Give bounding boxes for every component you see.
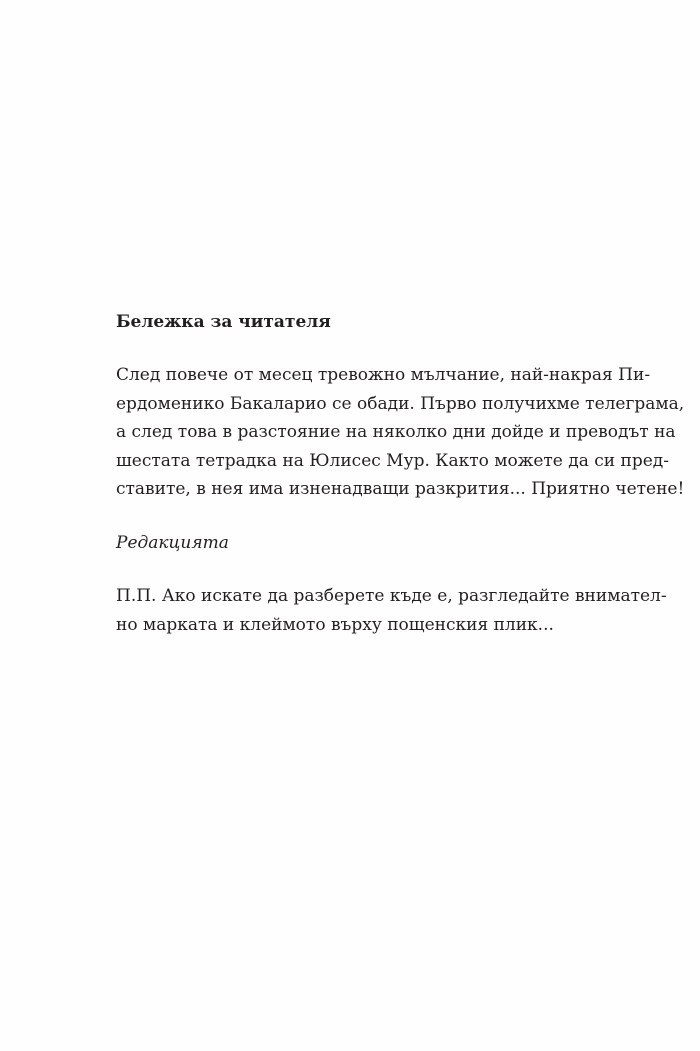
signature: Редакцията [116, 532, 229, 553]
paragraph-line: шестата тетрадка на Юлисес Мур. Както можете да си пред- [116, 450, 670, 471]
paragraph-line: ердоменико Бакаларио се обади. Първо получихме телеграма, [116, 393, 685, 414]
note-heading: Бележка за читателя [116, 312, 331, 332]
postscript [116, 582, 667, 639]
paragraph-line: а след това в разстояние на няколко дни дойде и преводът на [116, 422, 676, 442]
postscript-line: П.П. Ако искате да разберете къде е, разгледайте внимател- [116, 586, 667, 606]
paragraph-line: ставите, в нея има изненадващи разкрития... Приятно четене! [116, 479, 685, 499]
note-paragraph [116, 361, 685, 504]
note-to-reader [116, 308, 685, 639]
postscript-line: но марката и клеймото върху пощенския плик... [116, 614, 554, 635]
paragraph-line: След повече от месец тревожно мълчание, най-накрая Пи- [116, 365, 651, 385]
